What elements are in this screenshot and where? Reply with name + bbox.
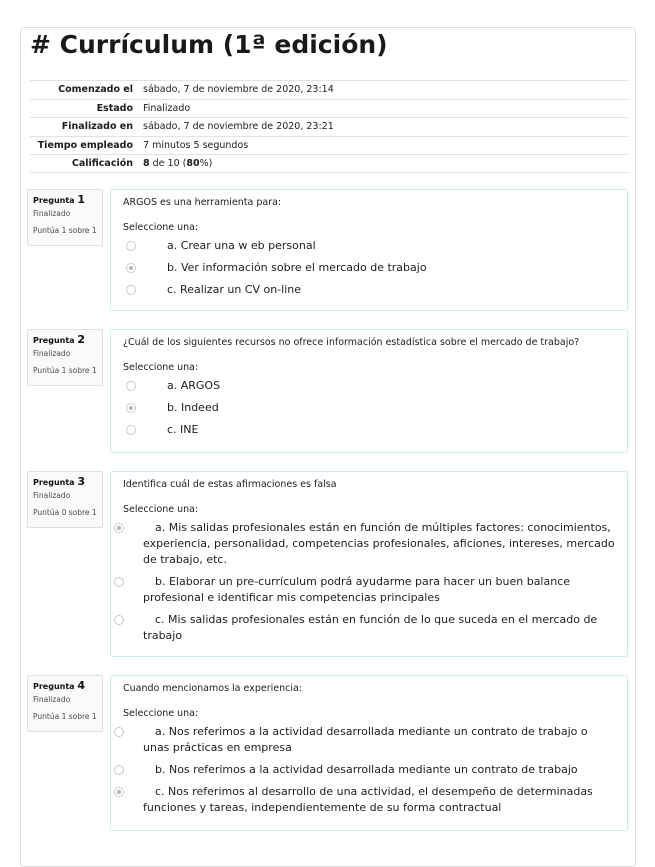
question-number-value: 1 (77, 193, 86, 206)
question-1-content (110, 189, 628, 311)
answer-option-label: c. Mis salidas profesionales están en función de lo que suceda en el mercado de trabajo (143, 613, 598, 642)
summary-row-grade (30, 154, 628, 173)
radio-button[interactable] (126, 425, 136, 435)
question-2-info (27, 329, 103, 386)
question-label: Pregunta (33, 682, 75, 691)
answer-option[interactable] (123, 784, 615, 816)
answer-option-label: c. INE (167, 423, 199, 436)
question-number (33, 334, 97, 346)
question-grade: Puntúa 1 sobre 1 (33, 712, 97, 721)
question-label: Pregunta (33, 196, 75, 205)
question-number-value: 2 (77, 333, 86, 346)
answer-option-label: a. Mis salidas profesionales están en función de múltiples factores: conocimientos, experiencia, personalidad, competencias profesionales, aficiones, intereses, mercado de trabajo, etc. (143, 521, 615, 566)
summary-label: Calificación (71, 157, 133, 169)
question-state: Finalizado (33, 349, 71, 358)
select-prompt: Seleccione una: (123, 222, 199, 233)
question-grade: Puntúa 0 sobre 1 (33, 508, 97, 517)
summary-row-finished (30, 117, 628, 136)
summary-label: Tiempo empleado (37, 139, 133, 151)
question-1-info (27, 189, 103, 246)
select-prompt: Seleccione una: (123, 362, 199, 373)
question-number-value: 3 (77, 475, 86, 488)
answer-option[interactable] (123, 520, 615, 568)
grade-suffix: %) (199, 157, 213, 169)
select-prompt: Seleccione una: (123, 504, 199, 515)
summary-label: Comenzado el (58, 84, 133, 96)
answer-option-label: a. Nos referimos a la actividad desarrollada mediante un contrato de trabajo o unas prácticas en empresa (143, 725, 588, 754)
radio-button-checked[interactable] (114, 787, 124, 797)
answer-options (123, 238, 615, 298)
answer-options (123, 724, 615, 816)
summary-value: 7 minutos 5 segundos (143, 139, 249, 151)
question-2-content (110, 329, 628, 453)
question-text: ARGOS es una herramienta para: (123, 197, 282, 208)
page-title: # Currículum (1ª edición) (30, 30, 388, 59)
summary-row-state (30, 99, 628, 118)
answer-option-label: b. Nos referimos a la actividad desarrollada mediante un contrato de trabajo (155, 763, 578, 776)
summary-value: Finalizado (143, 102, 191, 114)
summary-label: Estado (96, 102, 133, 114)
answer-option[interactable] (123, 724, 615, 756)
question-state: Finalizado (33, 695, 71, 704)
radio-button[interactable] (126, 381, 136, 391)
answer-option[interactable] (123, 378, 615, 394)
question-state: Finalizado (33, 491, 71, 500)
radio-button[interactable] (114, 577, 124, 587)
answer-option-label: c. Nos referimos al desarrollo de una actividad, el desempeño de determinadas funciones y tareas, independientemente de su forma contractual (143, 785, 593, 814)
answer-option[interactable] (123, 260, 615, 276)
question-label: Pregunta (33, 336, 75, 345)
question-label: Pregunta (33, 478, 75, 487)
question-4-info (27, 675, 103, 732)
radio-button-checked[interactable] (126, 403, 136, 413)
question-grade: Puntúa 1 sobre 1 (33, 366, 97, 375)
select-prompt: Seleccione una: (123, 708, 199, 719)
question-3-info (27, 471, 103, 528)
summary-label: Finalizado en (61, 121, 133, 133)
question-number (33, 476, 97, 488)
attempt-summary-table (30, 80, 628, 173)
answer-option[interactable] (123, 762, 615, 778)
radio-button-checked[interactable] (126, 263, 136, 273)
answer-option-label: b. Elaborar un pre-currículum podrá ayudarme para hacer un buen balance profesional e identificar mis competencias principales (143, 575, 571, 604)
grade-percent: 80 (186, 157, 200, 169)
radio-button[interactable] (126, 285, 136, 295)
question-number (33, 680, 97, 692)
question-4-content (110, 675, 628, 831)
question-text: Identifica cuál de estas afirmaciones es falsa (123, 479, 337, 490)
answer-option[interactable] (123, 282, 615, 298)
answer-option-label: b. Indeed (167, 401, 219, 414)
radio-button[interactable] (126, 241, 136, 251)
question-text: ¿Cuál de los siguientes recursos no ofrece información estadística sobre el mercado de trabajo? (123, 337, 580, 348)
answer-option-label: a. ARGOS (167, 379, 221, 392)
answer-options (123, 378, 615, 438)
radio-button[interactable] (114, 615, 124, 625)
question-number (33, 194, 97, 206)
summary-row-time-taken (30, 136, 628, 155)
answer-option[interactable] (123, 238, 615, 254)
answer-option-label: b. Ver información sobre el mercado de trabajo (167, 261, 427, 274)
answer-option[interactable] (123, 422, 615, 438)
summary-value (143, 158, 212, 169)
summary-value: sábado, 7 de noviembre de 2020, 23:14 (143, 84, 334, 96)
summary-value: sábado, 7 de noviembre de 2020, 23:21 (143, 121, 334, 133)
answer-option[interactable] (123, 400, 615, 416)
question-state: Finalizado (33, 209, 71, 218)
radio-button-checked[interactable] (114, 523, 124, 533)
answer-option[interactable] (123, 612, 615, 644)
question-text: Cuando mencionamos la experiencia: (123, 683, 302, 694)
grade-out-of: de 10 ( (149, 157, 187, 169)
question-number-value: 4 (77, 679, 86, 692)
radio-button[interactable] (114, 765, 124, 775)
question-grade: Puntúa 1 sobre 1 (33, 226, 97, 235)
answer-option-label: a. Crear una w eb personal (167, 239, 316, 252)
radio-button[interactable] (114, 727, 124, 737)
answer-option[interactable] (123, 574, 615, 606)
answer-option-label: c. Realizar un CV on-line (167, 283, 302, 296)
question-3-content (110, 471, 628, 657)
summary-row-started (30, 80, 628, 99)
answer-options (123, 520, 615, 644)
grade-score: 8 (143, 157, 150, 169)
